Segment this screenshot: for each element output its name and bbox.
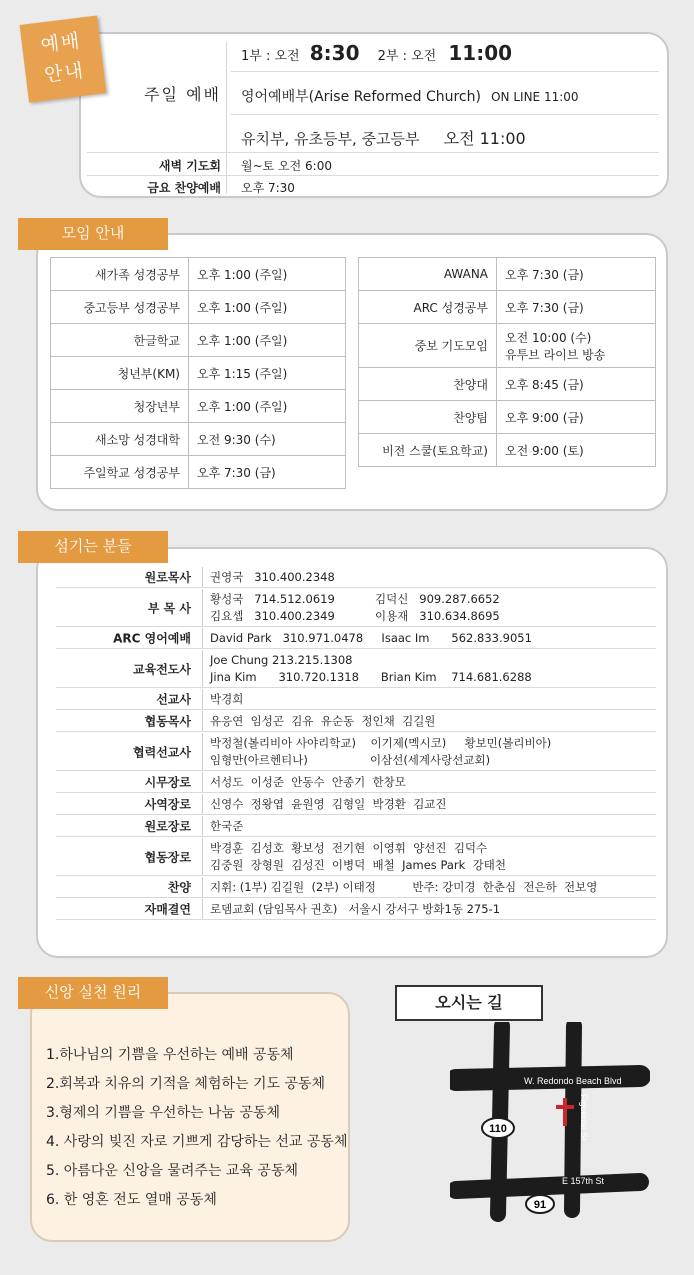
directions-map <box>450 1022 650 1222</box>
friday-worship-label: 금요 찬양예배 <box>147 181 221 195</box>
staff-role: 교육전도사 <box>133 662 191 676</box>
meeting-row <box>51 291 346 324</box>
meeting-row <box>359 434 656 467</box>
route-91-icon <box>526 1195 554 1213</box>
staff-row <box>56 650 656 688</box>
staff-names: 김중원 장형원 김성진 이병덕 배철 James Park 강태천 <box>210 858 506 872</box>
meeting-time <box>497 324 656 368</box>
meeting-name: 새가족 성경공부 <box>51 258 189 291</box>
meeting-time-line: 오후 8:45 (금) <box>505 377 584 392</box>
route-110-icon <box>482 1118 514 1138</box>
meeting-time-line: 오후 9:00 (금) <box>505 410 584 425</box>
principle-item: 3.형제의 기쁨을 우선하는 나눔 공동체 <box>46 1105 281 1121</box>
staff-role: 찬양 <box>167 880 191 895</box>
meeting-time-line-2: 유투브 라이브 방송 <box>505 347 606 362</box>
meeting-time-line: 오후 7:30 (금) <box>505 300 584 315</box>
meeting-name: 찬양대 <box>359 368 497 401</box>
staff-names: 박경희 <box>210 692 244 706</box>
staff-role: 선교사 <box>156 692 191 707</box>
principle-item: 4. 사랑의 빚진 자로 기쁘게 감당하는 선교 공동체 <box>46 1134 348 1150</box>
staff-row <box>56 794 656 815</box>
staff-row <box>56 733 656 771</box>
meeting-time-line: 오후 7:30 (금) <box>505 267 584 282</box>
staff-row <box>56 772 656 793</box>
meeting-time-line: 오후 7:30 (금) <box>197 465 276 480</box>
meetings-tag: 모임 안내 <box>18 218 168 250</box>
staff-names: 로뎀교회 (담임목사 권호) 서울시 강서구 방화1동 275-1 <box>210 902 501 916</box>
staff-names: Joe Chung 213.215.1308 <box>210 653 353 667</box>
service-times: 1부 : 오전 8:30 2부 : 오전 11:00 <box>241 41 513 65</box>
meeting-name: 한글학교 <box>51 324 189 357</box>
staff-names: 지휘: (1부) 김길원 (2부) 이태정 반주: 강미경 한춘심 전은하 전보영 <box>210 880 598 894</box>
meeting-row <box>359 258 656 291</box>
staff-names: 서성도 이성준 안동수 안종기 한창모 <box>210 775 406 789</box>
meeting-name: 청년부(KM) <box>51 357 189 390</box>
meeting-row <box>51 258 346 291</box>
staff-names: 박정철(볼리비아 사야리학교) 이기제(멕시코) 황보민(볼리비아) <box>210 736 552 750</box>
staff-tag: 섬기는 분들 <box>18 531 168 563</box>
meeting-row <box>51 357 346 390</box>
sunday-service-label: 주일 예배 <box>144 85 221 104</box>
staff-row <box>56 877 656 898</box>
staff-role: 자매결연 <box>144 902 191 917</box>
staff-role: 협동목사 <box>144 714 191 729</box>
dawn-prayer-time: 월~토 오전 6:00 <box>241 159 332 173</box>
meeting-time <box>189 423 346 456</box>
principles-tag: 신앙 실천 원리 <box>18 977 168 1009</box>
meeting-name: 중고등부 성경공부 <box>51 291 189 324</box>
staff-names: Jina Kim 310.720.1318 Brian Kim 714.681.6288 <box>210 670 532 684</box>
staff-names: 유응연 임성곤 김유 유순동 정인채 김길원 <box>210 714 436 728</box>
meeting-time <box>497 368 656 401</box>
meeting-row <box>51 456 346 489</box>
meetings-table-right <box>358 257 656 467</box>
staff-names: 김요셉 310.400.2349 이용재 310.634.8695 <box>210 609 500 623</box>
dawn-prayer-label: 새벽 기도회 <box>158 159 221 173</box>
meetings-table-left <box>50 257 346 489</box>
route-91-label: 91 <box>533 1199 547 1211</box>
staff-role: 협동장로 <box>144 850 191 864</box>
meeting-time <box>189 357 346 390</box>
meeting-time <box>189 456 346 489</box>
map-road-157th <box>456 1182 640 1190</box>
meeting-name: 찬양팀 <box>359 401 497 434</box>
meeting-time-line: 오후 1:00 (주일) <box>197 399 288 414</box>
meeting-time-line: 오전 9:30 (수) <box>197 432 276 447</box>
meeting-time-line: 오후 1:15 (주일) <box>197 366 288 381</box>
meeting-name: 새소망 성경대학 <box>51 423 189 456</box>
meeting-row <box>51 423 346 456</box>
meeting-name: AWANA <box>359 258 497 291</box>
meeting-row <box>359 324 656 368</box>
staff-role: 사역장로 <box>144 797 191 812</box>
meeting-name: 비전 스쿨(토요학교) <box>359 434 497 467</box>
meeting-time-line: 오전 10:00 (수) <box>505 330 592 345</box>
staff-role: 시무장로 <box>144 775 191 790</box>
meeting-row <box>51 390 346 423</box>
staff-names: 신영수 정왕엽 윤원영 김형일 박경환 김교진 <box>210 797 447 811</box>
meeting-name: 주일학교 성경공부 <box>51 456 189 489</box>
staff-row <box>56 689 656 710</box>
staff-role: 부 목 사 <box>147 601 191 615</box>
meeting-time <box>189 324 346 357</box>
meetings-card <box>36 233 668 511</box>
meeting-name: ARC 성경공부 <box>359 291 497 324</box>
staff-names: David Park 310.971.0478 Isaac Im 562.833.9051 <box>210 631 532 645</box>
worship-tag: 예배 안내 <box>20 16 107 103</box>
staff-row <box>56 589 656 627</box>
staff-names: 임형만(아르헨티나) 이삼선(세계사랑선교회) <box>210 753 491 767</box>
meeting-time <box>497 434 656 467</box>
staff-names: 권영국 310.400.2348 <box>210 570 335 584</box>
map-street-redondo: W. Redondo Beach Blvd <box>524 1076 622 1086</box>
meeting-row <box>359 401 656 434</box>
route-110-label: 110 <box>489 1123 507 1135</box>
meeting-name: 청장년부 <box>51 390 189 423</box>
staff-row <box>56 838 656 876</box>
meeting-time-line: 오후 1:00 (주일) <box>197 300 288 315</box>
staff-names: 박경훈 김성호 황보성 전기현 이영휘 양선진 김덕수 <box>210 841 488 855</box>
principle-item: 2.회복과 치유의 기적을 체험하는 기도 공동체 <box>46 1076 326 1092</box>
meeting-row <box>359 291 656 324</box>
meeting-name: 중보 기도모임 <box>359 324 497 368</box>
directions-title: 오시는 길 <box>395 985 543 1021</box>
staff-role: 원로목사 <box>144 570 191 585</box>
staff-card <box>36 547 668 958</box>
english-service: 영어예배부(Arise Reformed Church) ON LINE 11:00 <box>241 89 579 105</box>
meeting-time-line: 오후 1:00 (주일) <box>197 267 288 282</box>
meeting-time <box>497 258 656 291</box>
principle-item: 6. 한 영혼 전도 열매 공동체 <box>46 1192 217 1208</box>
meeting-time <box>497 401 656 434</box>
principle-item: 5. 아름다운 신앙을 물려주는 교육 공동체 <box>46 1163 298 1179</box>
youth-service: 유치부, 유초등부, 중고등부 오전 11:00 <box>241 129 526 148</box>
meeting-time <box>189 258 346 291</box>
meeting-time <box>497 291 656 324</box>
friday-worship-time: 오후 7:30 <box>241 181 295 195</box>
worship-info-card <box>79 32 669 198</box>
staff-row <box>56 628 656 649</box>
staff-names: 한국준 <box>210 819 244 833</box>
meeting-row <box>51 324 346 357</box>
meeting-time <box>189 390 346 423</box>
staff-row <box>56 816 656 837</box>
meeting-row <box>359 368 656 401</box>
map-street-figueroa: Figueroa St <box>579 1094 589 1141</box>
map-street-157th: E 157th St <box>562 1176 605 1186</box>
staff-row <box>56 567 656 588</box>
staff-names: 황성국 714.512.0619 김덕신 909.287.6652 <box>210 592 500 606</box>
principle-item: 1.하나님의 기쁨을 우선하는 예배 공동체 <box>46 1047 294 1063</box>
meeting-time <box>189 291 346 324</box>
staff-row <box>56 711 656 732</box>
staff-row <box>56 899 656 920</box>
staff-role: ARC 영어예배 <box>113 631 191 646</box>
staff-role: 협력선교사 <box>133 745 191 759</box>
meeting-time-line: 오후 1:00 (주일) <box>197 333 288 348</box>
staff-role: 원로장로 <box>144 819 191 834</box>
meeting-time-line: 오전 9:00 (토) <box>505 443 584 458</box>
